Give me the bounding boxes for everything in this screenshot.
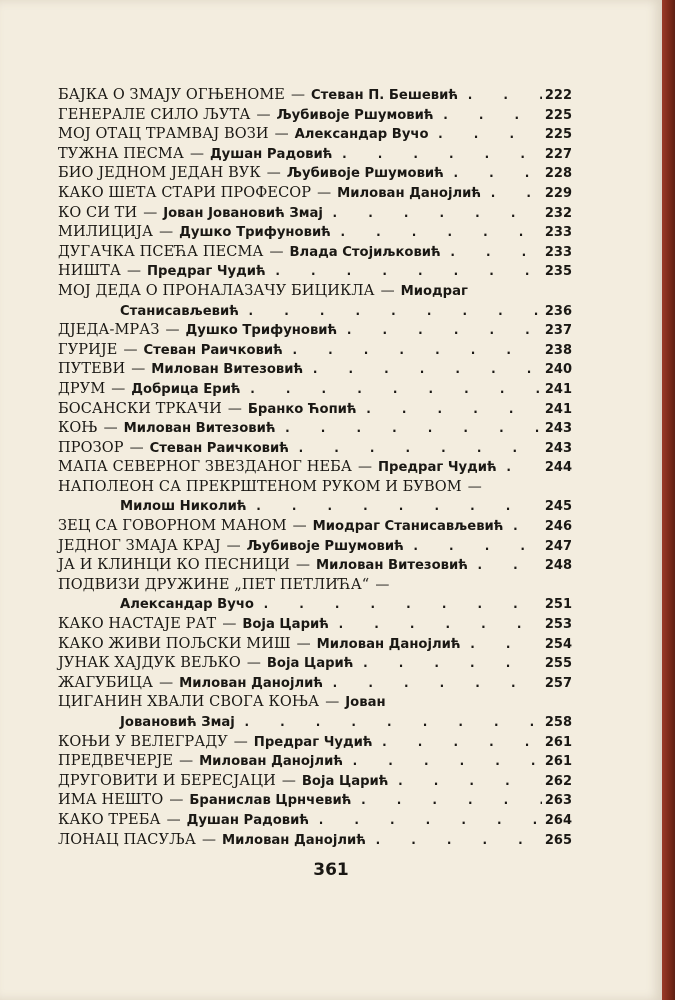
- entry-title: ДРУМ: [58, 380, 106, 397]
- entry-author: Бранко Ћопић: [247, 401, 357, 417]
- entry-page-number: 253: [544, 617, 572, 633]
- toc-entry: [58, 537, 572, 557]
- entry-author: Воја Царић: [242, 617, 329, 633]
- entry-dash: —: [296, 635, 311, 652]
- entry-page-number: 237: [544, 323, 572, 339]
- entry-dash: —: [179, 753, 194, 770]
- dot-leader: [441, 243, 542, 263]
- toc-entry: [58, 223, 572, 243]
- entry-dash: —: [325, 694, 340, 711]
- entry-title: КО СИ ТИ: [58, 204, 138, 221]
- entry-title: МОЈ ДЕДА О ПРОНАЛАЗАЧУ БИЦИКЛА: [58, 282, 375, 299]
- entry-title: КАКО ШЕТА СТАРИ ПРОФЕСОР: [58, 184, 312, 201]
- toc-entry: [58, 439, 572, 459]
- dot-leader: [309, 811, 542, 831]
- entry-page-number: 245: [544, 499, 572, 515]
- entry-author: Добрица Ерић: [131, 381, 241, 397]
- entry-author: Јовановић Змај: [120, 715, 235, 730]
- entry-author: Душко Трифуновић: [185, 323, 338, 339]
- entry-title: ЦИГАНИН ХВАЛИ СВОГА КОЊА: [58, 694, 320, 711]
- entry-dash: —: [127, 263, 141, 280]
- entry-author: Милован Витезовић: [316, 558, 468, 574]
- dot-leader: [283, 341, 542, 361]
- entry-author: Душан Радовић: [209, 146, 333, 162]
- entry-author: Стеван Раичковић: [143, 342, 283, 358]
- entry-dash: —: [131, 361, 146, 378]
- entry-title: ДУГАЧКА ПСЕЋА ПЕСМА: [58, 243, 264, 260]
- toc-entry: [58, 752, 572, 772]
- entry-page-number: 243: [544, 421, 572, 437]
- toc-entry: [58, 497, 572, 517]
- dot-leader: [357, 400, 542, 420]
- entry-dash: —: [222, 616, 237, 633]
- toc-entry: [58, 791, 572, 811]
- toc-entry: [58, 576, 572, 596]
- dot-leader: [254, 595, 542, 615]
- toc-entry: [58, 713, 572, 733]
- dot-leader: [468, 556, 542, 576]
- toc-entry: [58, 674, 572, 694]
- entry-page-number: 241: [544, 381, 572, 397]
- entry-title: НАПОЛЕОН СА ПРЕКРШТЕНОМ РУКОМ И БУВОМ: [58, 478, 462, 495]
- dot-leader: [247, 497, 542, 517]
- entry-title: ДРУГОВИТИ И БЕРЕСЈАЦИ: [58, 772, 276, 789]
- dot-leader: [503, 517, 542, 537]
- entry-dash: —: [269, 243, 284, 260]
- entry-title: КАКО ТРЕБА: [58, 811, 161, 828]
- entry-dash: —: [201, 831, 216, 848]
- toc-entry: [58, 125, 572, 145]
- toc-entry: [58, 86, 572, 106]
- toc-entry: [58, 243, 572, 263]
- entry-author: Душко Трифуновић: [179, 225, 331, 241]
- dot-leader: [303, 360, 542, 380]
- book-spine-edge: [662, 0, 675, 1000]
- dot-leader: [497, 458, 542, 478]
- dot-leader: [461, 635, 542, 655]
- entry-dash: —: [274, 126, 289, 143]
- entry-title: КОЊИ У ВЕЛЕГРАДУ: [58, 733, 228, 750]
- toc-entry: [58, 811, 572, 831]
- toc-entry: [58, 693, 572, 713]
- toc-entry: [58, 360, 572, 380]
- dot-leader: [458, 86, 542, 106]
- entry-author: Бранислав Црнчевић: [189, 793, 352, 809]
- entry-title: ЖАГУБИЦА: [58, 674, 154, 691]
- entry-dash: —: [226, 537, 241, 554]
- entry-dash: —: [317, 184, 332, 201]
- dot-leader: [241, 380, 542, 400]
- entry-page-number: 233: [544, 225, 572, 241]
- entry-dash: —: [266, 165, 281, 182]
- entry-author: Предраг Чудић: [377, 460, 497, 476]
- toc-entry: [58, 615, 572, 635]
- toc-entry: [58, 204, 572, 224]
- dot-leader: [235, 713, 542, 733]
- entry-page-number: 264: [544, 812, 572, 828]
- entry-title: ЈА И КЛИНЦИ КО ПЕСНИЦИ: [58, 557, 290, 574]
- dot-leader: [404, 537, 542, 557]
- entry-page-number: 261: [544, 754, 572, 770]
- entry-author: Стеван Раичковић: [149, 440, 289, 456]
- toc-entry: [58, 733, 572, 753]
- toc-entry: [58, 262, 572, 282]
- entry-author: Љубивоје Ршумовић: [276, 107, 434, 123]
- entry-page-number: 236: [544, 303, 572, 319]
- entry-author: Александар Вучо: [120, 597, 254, 613]
- entry-page-number: 251: [544, 597, 572, 613]
- entry-title: ПУТЕВИ: [58, 361, 126, 378]
- entry-author: Миодраг: [400, 283, 468, 299]
- entry-page-number: 229: [544, 185, 572, 201]
- entry-page-number: 261: [544, 734, 572, 750]
- entry-author: Миодраг Станисављевић: [312, 519, 504, 535]
- entry-title: БИО ЈЕДНОМ ЈЕДАН ВУК: [58, 165, 261, 182]
- dot-leader: [353, 654, 542, 674]
- table-of-contents: [58, 86, 572, 850]
- entry-title: ПОДВИЗИ ДРУЖИНЕ „ПЕТ ПЕТЛИЋА“: [58, 576, 370, 593]
- dot-leader: [373, 733, 542, 753]
- dot-leader: [323, 204, 542, 224]
- entry-page-number: 262: [544, 773, 572, 789]
- toc-entry: [58, 517, 572, 537]
- entry-dash: —: [189, 145, 204, 162]
- entry-title: НИШТА: [58, 263, 121, 280]
- entry-title: МАПА СЕВЕРНОГ ЗВЕЗДАНОГ НЕБА: [58, 459, 352, 476]
- entry-author: Влада Стојиљковић: [289, 244, 441, 260]
- dot-leader: [434, 106, 542, 126]
- toc-entry: [58, 145, 572, 165]
- entry-dash: —: [166, 811, 181, 828]
- toc-entry: [58, 772, 572, 792]
- entry-author: Милован Витезовић: [123, 421, 276, 437]
- entry-dash: —: [281, 772, 296, 789]
- dot-leader: [388, 772, 542, 792]
- entry-page-number: 263: [544, 793, 572, 809]
- entry-page-number: 244: [544, 460, 572, 476]
- toc-entry: [58, 419, 572, 439]
- toc-entry: [58, 458, 572, 478]
- dot-leader: [366, 831, 542, 851]
- entry-dash: —: [159, 674, 174, 691]
- toc-entry: [58, 106, 572, 126]
- entry-dash: —: [256, 106, 271, 123]
- entry-page-number: 255: [544, 656, 572, 672]
- entry-title: ИМА НЕШТО: [58, 792, 164, 809]
- entry-dash: —: [233, 733, 248, 750]
- entry-dash: —: [159, 224, 174, 241]
- entry-title: ПРОЗОР: [58, 439, 124, 456]
- entry-title: ЈУНАК ХАЈДУК ВЕЉКО: [58, 655, 241, 672]
- dot-leader: [351, 791, 542, 811]
- entry-dash: —: [246, 655, 261, 672]
- toc-entry: [58, 654, 572, 674]
- dot-leader: [323, 674, 542, 694]
- entry-title: БОСАНСКИ ТРКАЧИ: [58, 400, 222, 417]
- toc-entry: [58, 282, 572, 302]
- entry-page-number: 254: [544, 636, 572, 652]
- entry-page-number: 235: [544, 264, 572, 280]
- entry-dash: —: [103, 420, 118, 437]
- entry-author: Стеван П. Бешевић: [310, 88, 459, 103]
- dot-leader: [343, 752, 542, 772]
- entry-author: Предраг Чудић: [253, 734, 373, 750]
- entry-title: КОЊ: [58, 420, 98, 437]
- entry-page-number: 232: [544, 205, 572, 221]
- dot-leader: [331, 223, 542, 243]
- entry-title: ГУРИЈЕ: [58, 341, 118, 358]
- entry-dash: —: [143, 204, 158, 221]
- dot-leader: [266, 262, 542, 282]
- entry-dash: —: [227, 400, 242, 417]
- entry-page-number: 227: [544, 146, 572, 162]
- entry-author: Милован Данојлић: [316, 636, 461, 652]
- entry-page-number: 228: [544, 166, 572, 182]
- entry-author: Воја Царић: [266, 656, 354, 672]
- entry-dash: —: [296, 557, 310, 574]
- toc-entry: [58, 595, 572, 615]
- entry-dash: —: [123, 341, 138, 358]
- dot-leader: [289, 439, 542, 459]
- entry-dash: —: [169, 792, 184, 809]
- entry-title: ДЈЕДА-МРАЗ: [58, 322, 160, 339]
- entry-dash: —: [292, 518, 307, 535]
- entry-author: Јован: [345, 695, 386, 711]
- entry-dash: —: [165, 322, 180, 339]
- entry-dash: —: [375, 576, 390, 593]
- dot-leader: [429, 125, 542, 145]
- toc-entry: [58, 400, 572, 420]
- entry-title: МИЛИЦИЈА: [58, 224, 154, 241]
- entry-author: Јован Јовановић Змај: [163, 205, 323, 221]
- toc-entry: [58, 556, 572, 576]
- entry-author: Милован Данојлић: [221, 832, 366, 848]
- entry-author: Љубивоје Ршумовић: [286, 166, 444, 182]
- entry-dash: —: [129, 439, 144, 456]
- toc-entry: [58, 302, 572, 322]
- entry-title: МОЈ ОТАЦ ТРАМВАЈ ВОЗИ: [58, 126, 269, 143]
- entry-author: Александар Вучо: [294, 127, 429, 143]
- toc-entry: [58, 321, 572, 341]
- entry-page-number: 240: [544, 362, 572, 378]
- entry-dash: —: [290, 87, 305, 103]
- entry-page-number: 265: [544, 832, 572, 848]
- entry-page-number: 248: [544, 558, 572, 574]
- entry-title: ЗЕЦ СА ГОВОРНОМ МАНОМ: [58, 518, 287, 535]
- entry-page-number: 225: [544, 107, 572, 123]
- entry-author: Милован Данојлић: [199, 754, 344, 770]
- entry-page-number: 243: [544, 440, 572, 456]
- dot-leader: [239, 302, 542, 322]
- toc-entry: [58, 184, 572, 204]
- entry-dash: —: [467, 478, 482, 495]
- dot-leader: [329, 615, 542, 635]
- entry-page-number: 241: [544, 401, 572, 417]
- entry-title: ПРЕДВЕЧЕРЈЕ: [58, 753, 174, 770]
- entry-title: КАКО ЖИВИ ПОЉСКИ МИШ: [58, 635, 291, 652]
- entry-page-number: 258: [544, 715, 572, 730]
- entry-author: Душан Радовић: [186, 812, 310, 828]
- toc-entry: [58, 478, 572, 498]
- entry-dash: —: [380, 282, 395, 299]
- dot-leader: [337, 321, 542, 341]
- dot-leader: [444, 164, 542, 184]
- entry-author: Милован Витезовић: [151, 362, 304, 378]
- entry-author: Предраг Чудић: [147, 264, 266, 280]
- entry-author: Милош Николић: [120, 499, 247, 515]
- entry-page-number: 222: [544, 88, 572, 103]
- dot-leader: [276, 419, 542, 439]
- entry-dash: —: [111, 380, 126, 397]
- entry-dash: —: [357, 459, 372, 476]
- entry-page-number: 246: [544, 519, 572, 535]
- toc-entry: [58, 635, 572, 655]
- entry-title: ТУЖНА ПЕСМА: [58, 145, 184, 162]
- toc-entry: [58, 341, 572, 361]
- toc-entry: [58, 831, 572, 851]
- toc-entry: [58, 164, 572, 184]
- entry-page-number: 225: [544, 127, 572, 143]
- entry-page-number: 247: [544, 538, 572, 554]
- entry-author: Милован Данојлић: [179, 675, 324, 691]
- dot-leader: [481, 184, 542, 204]
- entry-title: БАЈКА О ЗМАЈУ ОГЊЕНОМЕ: [58, 87, 285, 103]
- entry-page-number: 233: [544, 244, 572, 260]
- entry-author: Љубивоје Ршумовић: [246, 538, 404, 554]
- dot-leader: [332, 145, 542, 165]
- entry-title: ЈЕДНОГ ЗМАЈА КРАЈ: [58, 537, 221, 554]
- entry-page-number: 257: [544, 675, 572, 691]
- entry-title: КАКО НАСТАЈЕ РАТ: [58, 616, 217, 633]
- entry-page-number: 238: [544, 342, 572, 358]
- entry-author: Воја Царић: [301, 773, 389, 789]
- entry-title: ЛОНАЦ ПАСУЉА: [58, 831, 196, 848]
- entry-author: Станисављевић: [120, 303, 239, 319]
- entry-author: Милован Данојлић: [337, 185, 482, 201]
- page-number: 361: [313, 860, 349, 880]
- toc-entry: [58, 380, 572, 400]
- entry-title: ГЕНЕРАЛЕ СИЛО ЉУТА: [58, 106, 251, 123]
